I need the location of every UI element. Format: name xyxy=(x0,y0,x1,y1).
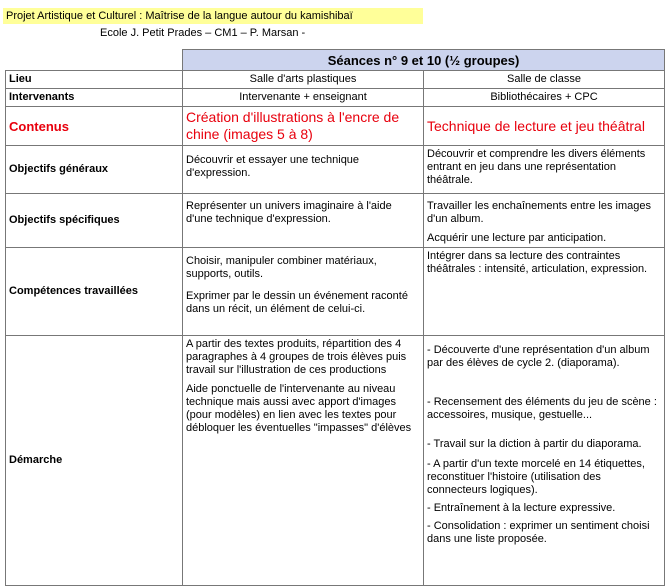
demarche-col2-item: - Recensement des éléments du jeu de scène : accessoires, musique, gestuelle... xyxy=(427,396,657,421)
objectifs-specifiques-col2-p1: Travailler les enchaînements entre les images d'un album. xyxy=(427,200,651,225)
demarche-col2-item: - Entraînement à la lecture expressive. xyxy=(427,502,616,514)
table-row-intervenants xyxy=(6,89,665,107)
table-row-competences xyxy=(6,248,665,336)
competences-col2: Intégrer dans sa lecture des contraintes théâtrales : intensité, articulation, expression. xyxy=(424,248,665,336)
row-label-competences: Compétences travaillées xyxy=(6,248,183,336)
competences-col1-p2: Exprimer par le dessin un événement raconté dans un récit, un élément de celui-ci. xyxy=(186,290,408,315)
table-row-demarche xyxy=(6,336,665,586)
row-label-lieu: Lieu xyxy=(6,71,183,89)
seances-header: Séances n° 9 et 10 (½ groupes) xyxy=(183,50,665,71)
demarche-col1-p1: A partir des textes produits, répartition des 4 paragraphes à 4 groupes de trois élèves puis travail sur l'illustration de ces productions xyxy=(186,338,407,376)
school-subtitle: Ecole J. Petit Prades – CM1 – P. Marsan - xyxy=(100,27,306,39)
project-title: Projet Artistique et Culturel : Maîtrise de la langue autour du kamishibaï xyxy=(3,8,423,24)
demarche-col2 xyxy=(424,336,665,586)
intervenants-col2: Bibliothécaires + CPC xyxy=(424,89,665,107)
demarche-col2-item: - Travail sur la diction à partir du diaporama. xyxy=(427,438,642,450)
contenus-col2: Technique de lecture et jeu théâtral xyxy=(424,107,665,146)
lieu-col1: Salle d'arts plastiques xyxy=(183,71,424,89)
row-label-objectifs-specifiques: Objectifs spécifiques xyxy=(6,194,183,248)
row-label-intervenants: Intervenants xyxy=(6,89,183,107)
objectifs-generaux-col2: Découvrir et comprendre les divers éléments entrant en jeu dans une représentation théâtrale. xyxy=(424,146,665,194)
objectifs-generaux-col1: Découvrir et essayer une technique d'expression. xyxy=(183,146,424,194)
demarche-col1-p2: Aide ponctuelle de l'intervenante au niveau technique mais aussi avec apport d'images (pour modèles) en lien avec les textes pour débloquer les éventuelles "impasses" d'élèves xyxy=(186,383,412,434)
sessions-table xyxy=(5,49,665,586)
objectifs-specifiques-col1: Représenter un univers imaginaire à l'aide d'une technique d'expression. xyxy=(183,194,424,248)
objectifs-specifiques-col2-p2: Acquérir une lecture par anticipation. xyxy=(427,232,607,244)
row-label-objectifs-generaux: Objectifs généraux xyxy=(6,146,183,194)
table-row-objectifs-generaux xyxy=(6,146,665,194)
table-row-contenus xyxy=(6,107,665,146)
intervenants-col1: Intervenante + enseignant xyxy=(183,89,424,107)
table-row-lieu xyxy=(6,71,665,89)
table-row-objectifs-specifiques xyxy=(6,194,665,248)
demarche-col2-item: - Découverte d'une représentation d'un album par des élèves de cycle 2. (diaporama). xyxy=(427,344,650,369)
contenus-col1: Création d'illustrations à l'encre de chine (images 5 à 8) xyxy=(183,107,424,146)
row-label-demarche: Démarche xyxy=(6,336,183,586)
demarche-col2-item: - Consolidation : exprimer un sentiment choisi dans une liste proposée. xyxy=(427,520,650,545)
objectifs-specifiques-col2 xyxy=(424,194,665,248)
demarche-col2-item: - A partir d'un texte morcelé en 14 étiquettes, reconstituer l'histoire (utilisation des connecteurs logiques). xyxy=(427,458,645,496)
row-label-contenus: Contenus xyxy=(6,107,183,146)
demarche-col1 xyxy=(183,336,424,586)
competences-col1-p1: Choisir, manipuler combiner matériaux, supports, outils. xyxy=(186,255,377,280)
table-row-seances xyxy=(6,50,665,71)
competences-col1 xyxy=(183,248,424,336)
lieu-col2: Salle de classe xyxy=(424,71,665,89)
